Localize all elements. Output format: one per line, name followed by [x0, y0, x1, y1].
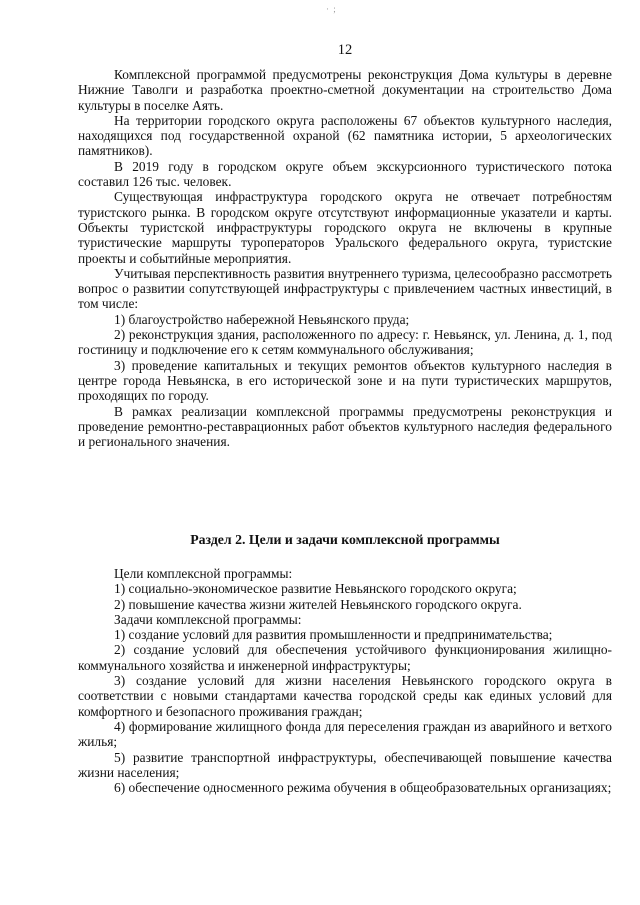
paragraph: Задачи комплексной программы:	[114, 611, 302, 627]
list-item: 2) создание условий для обеспечения устойчивого функционирования жилищно-коммунального хозяйства и инженерной инфраструктуры;	[78, 642, 612, 673]
list-item: 6) обеспечение односменного режима обучения в общеобразовательных организациях;	[114, 780, 612, 796]
list-item: 2) реконструкция здания, расположенного по адресу: г. Невьянск, ул. Ленина, д. 1, под гостиницу и подключение его к сетям коммунального обслуживания;	[78, 327, 612, 358]
page-number: 12	[337, 42, 353, 58]
intro-text	[78, 67, 612, 449]
goals-text	[78, 566, 612, 795]
list-item: 1) социально-экономическое развитие Невьянского городского округа;	[114, 581, 517, 597]
paragraph: Комплексной программой предусмотрены реконструкция Дома культуры в деревне Нижние Таволги и разработка проектно-сметной документации на строительство Дома культуры в поселке Аять.	[78, 67, 612, 113]
paragraph: Существующая инфраструктура городского округа не отвечает потребностям туристского рынка. В городском округе отсутствуют информационные указатели и карты. Объекты туристской инфраструктуры городского округа не включены в крупные туристические маршруты туроператоров Уральского федерального округа, туристские проекты и событийные мероприятия.	[78, 189, 612, 266]
list-item: 4) формирование жилищного фонда для переселения граждан из аварийного и ветхого жилья;	[78, 718, 612, 750]
list-item: 1) создание условий для развития промышленности и предпринимательства;	[114, 627, 553, 643]
list-item: 5) развитие транспортной инфраструктуры, обеспечивающей повышение качества жизни населения;	[78, 749, 612, 780]
paragraph: В рамках реализации комплексной программы предусмотрены реконструкция и проведение ремонтно-реставрационных работ объектов культурного наследия федерального и регионального значения.	[78, 403, 612, 450]
list-item: 3) проведение капитальных и текущих ремонтов объектов культурного наследия в центре города Невьянска, в его исторической зоне и на пути туристических маршрутов, проходящих по городу.	[78, 357, 612, 404]
section-title: Раздел 2. Цели и задачи комплексной программы	[190, 532, 500, 547]
list-item: 3) создание условий для жизни населения Невьянского городского округа в соответствии с новыми стандартами качества городской среды как единых условий для комфортного и безопасного проживания граждан;	[78, 673, 612, 719]
paragraph: Учитывая перспективность развития внутреннего туризма, целесообразно рассмотреть вопрос о развитии сопутствующей инфраструктуры с привлечением частных инвестиций, в том числе:	[78, 265, 612, 312]
scan-mark: · ;	[326, 4, 337, 14]
paragraph: В 2019 году в городском округе объем экскурсионного туристического потока составил 126 тыс. человек.	[78, 158, 612, 190]
paragraph: Цели комплексной программы:	[114, 566, 293, 581]
paragraph: На территории городского округа расположены 67 объектов культурного наследия, находящихся под государственной охраной (62 памятника истории, 5 археологических памятников).	[78, 112, 612, 159]
list-item: 1) благоустройство набережной Невьянского пруда;	[114, 311, 410, 327]
list-item: 2) повышение качества жизни жителей Невьянского городского округа.	[114, 596, 522, 612]
